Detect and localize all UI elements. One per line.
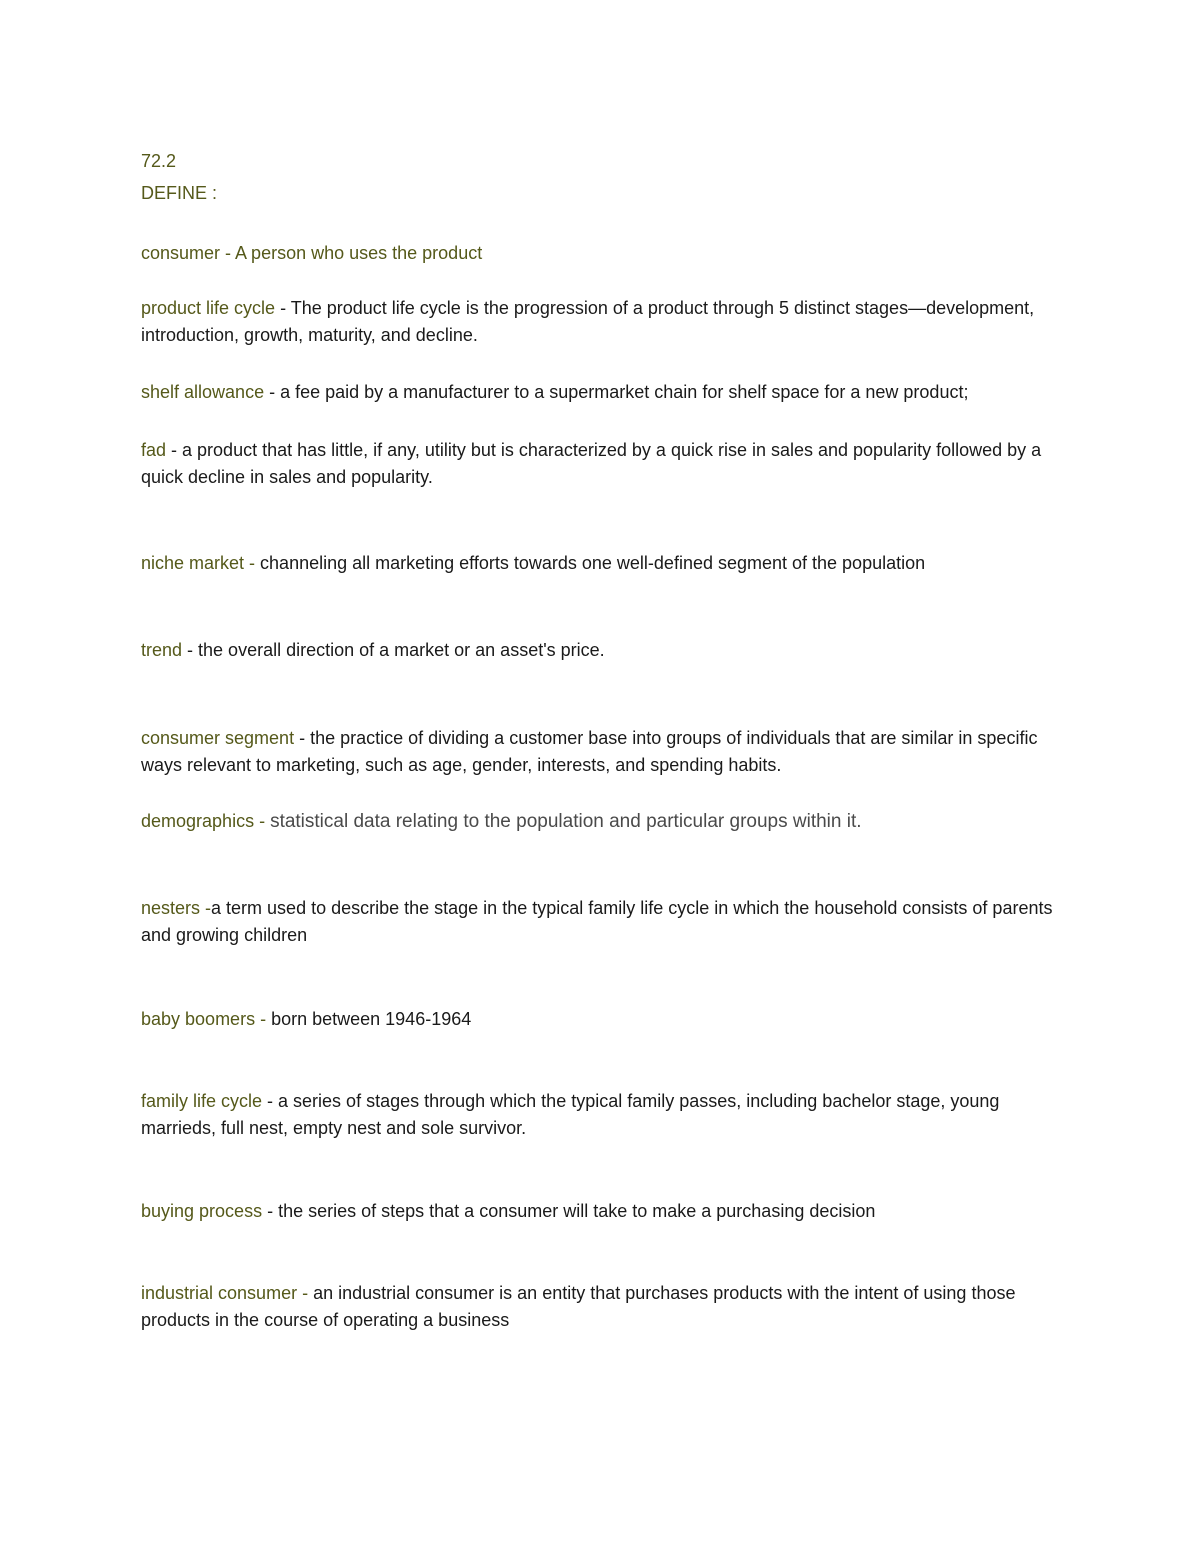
separator: -	[220, 243, 236, 263]
definition-text: statistical data relating to the population and particular groups within it.	[270, 811, 862, 832]
definition-shelf-allowance	[141, 379, 1071, 406]
definition-buying-process	[141, 1198, 1071, 1225]
separator: -	[262, 1091, 279, 1111]
term: consumer	[141, 243, 221, 263]
definition-text: The product life cycle is the progression of a product through 5 distinct stages—development, introduction, growth, maturity, and decline.	[141, 298, 1035, 345]
definition-demographics	[141, 808, 1071, 835]
separator: -	[275, 298, 291, 318]
definition-text: channeling all marketing efforts towards one well-defined segment of the population	[260, 553, 926, 573]
definition-text: born between 1946-1964	[271, 1009, 472, 1029]
term: family life cycle	[141, 1091, 263, 1111]
term: demographics	[141, 811, 255, 831]
separator: -	[200, 898, 212, 918]
definition-text: a product that has little, if any, utility but is characterized by a quick rise in sales and popularity followed by a quick decline in sales and popularity.	[141, 440, 1042, 487]
definition-trend	[141, 637, 1071, 664]
definition-text: the series of steps that a consumer will take to make a purchasing decision	[278, 1201, 876, 1221]
definition-product-life-cycle	[141, 295, 1071, 349]
definition-baby-boomers	[141, 1006, 1071, 1033]
definition-text: A person who uses the product	[235, 243, 483, 263]
definition-text: a series of stages through which the typical family passes, including bachelor stage, young marrieds, full nest, empty nest and sole survivor.	[141, 1091, 1000, 1138]
term: shelf allowance	[141, 382, 265, 402]
definition-text: the overall direction of a market or an asset's price.	[198, 640, 605, 660]
separator: -	[294, 728, 311, 748]
definition-text: a term used to describe the stage in the typical family life cycle in which the household consists of parents and growing children	[141, 898, 1053, 945]
definition-family-life-cycle	[141, 1088, 1071, 1142]
definition-nesters	[141, 895, 1071, 949]
section-number: 72.2	[141, 151, 177, 171]
separator: -	[262, 1201, 279, 1221]
term: baby boomers	[141, 1009, 256, 1029]
term: product life cycle	[141, 298, 276, 318]
definition-fad	[141, 437, 1071, 491]
definition-industrial-consumer	[141, 1280, 1071, 1334]
term: trend	[141, 640, 183, 660]
definition-consumer	[141, 240, 1071, 267]
term: niche market	[141, 553, 245, 573]
definition-consumer-segment	[141, 725, 1071, 779]
separator: -	[297, 1283, 314, 1303]
definition-text: a fee paid by a manufacturer to a supermarket chain for shelf space for a new product;	[280, 382, 969, 402]
section-label: DEFINE :	[141, 183, 218, 203]
definition-text: the practice of dividing a customer base into groups of individuals that are similar in specific ways relevant to marketing, such as age, gender, interests, and spending habits.	[141, 728, 1038, 775]
separator: -	[166, 440, 183, 460]
term: buying process	[141, 1201, 263, 1221]
term: consumer segment	[141, 728, 295, 748]
definition-niche-market	[141, 550, 1071, 577]
separator: -	[182, 640, 199, 660]
definition-text: an industrial consumer is an entity that purchases products with the intent of using those products in the course of operating a business	[141, 1283, 1016, 1330]
term: nesters	[141, 898, 201, 918]
separator: -	[244, 553, 261, 573]
separator: -	[264, 382, 281, 402]
term: industrial consumer	[141, 1283, 298, 1303]
term: fad	[141, 440, 167, 460]
separator: -	[254, 811, 271, 831]
separator: -	[255, 1009, 272, 1029]
